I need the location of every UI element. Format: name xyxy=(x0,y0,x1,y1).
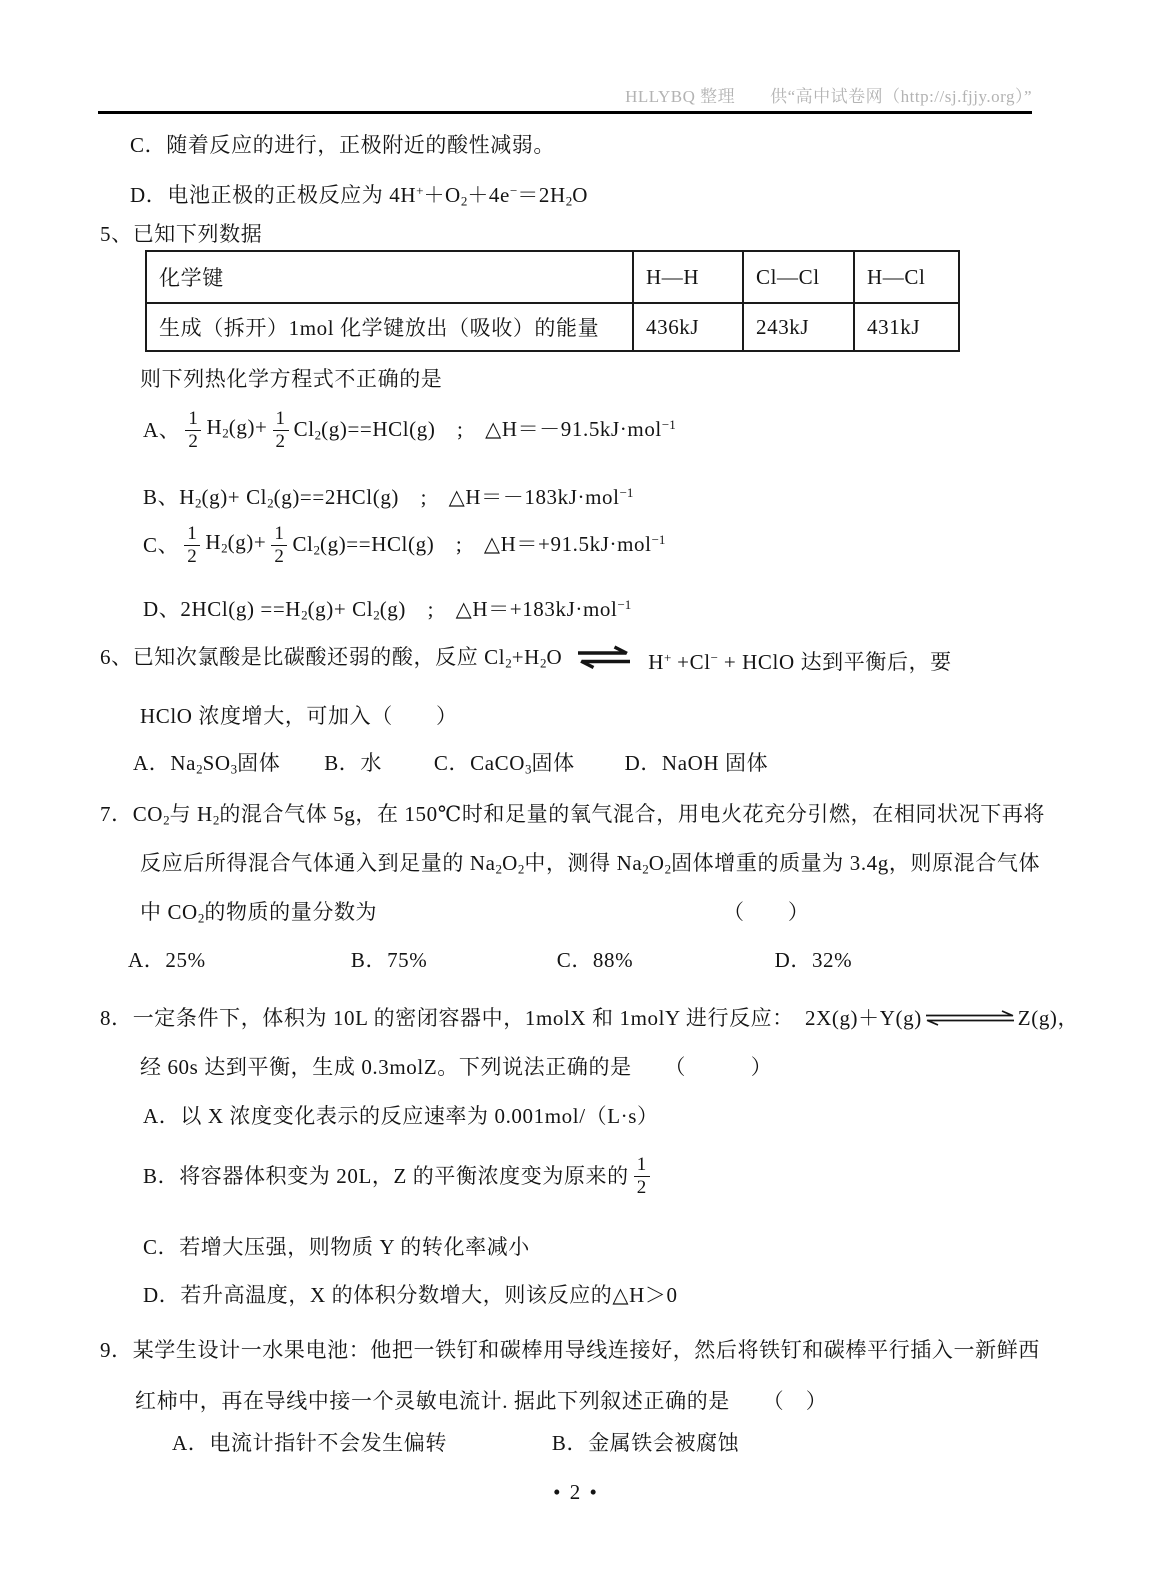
table-header-row xyxy=(146,251,959,303)
q9-option-b: B．金属铁会被腐蚀 xyxy=(551,1431,740,1455)
question-text: 8．一定条件下，体积为 10L 的密闭容器中，1molX 和 1molY 进行反应： 2X(g)＋Y(g) xyxy=(100,1006,922,1030)
q8-option-c: C．若增大压强，则物质 Y 的转化率减小 xyxy=(143,1235,530,1259)
fraction-numerator: 1 xyxy=(185,409,201,431)
q7-line3 xyxy=(140,897,809,933)
q6-option-b: B．水 xyxy=(324,751,383,775)
q8-line2: 经 60s 达到平衡，生成 0.3molZ。下列说法正确的是 （ ） xyxy=(140,1055,773,1079)
q9-option-a: A．电流计指针不会发生偏转 xyxy=(172,1431,447,1455)
table-cell-hh-value: 436kJ xyxy=(633,303,743,351)
equation-part: $H_2(g)+$ xyxy=(205,529,267,556)
q6-options xyxy=(133,748,768,784)
fraction-numerator: 1 xyxy=(634,1155,650,1177)
q7-line1: 7．$CO_2$与 $H_2$的混合气体 5g，在 150℃时和足量的氧气混合，用电火花充分引燃，在相同状况下再将 xyxy=(100,802,1046,828)
q5-prompt: 则下列热化学方程式不正确的是 xyxy=(140,367,443,391)
q7-option-b: B．75% xyxy=(350,948,428,972)
q8-option-b xyxy=(143,1145,655,1207)
watermark: HLLYBQ 整理 供“高中试卷网（http://sj.fjjy.org）” xyxy=(625,87,1032,106)
fraction-one-half xyxy=(185,409,201,452)
q5-option-c xyxy=(143,512,665,578)
q9-options xyxy=(172,1428,739,1458)
option-label: A、 xyxy=(143,418,181,442)
header-rule xyxy=(98,111,1032,114)
table-cell-energy-label: 生成（拆开）1mol 化学键放出（吸收）的能量 xyxy=(146,303,633,351)
q7-option-d: D．32% xyxy=(774,948,853,972)
question-text: 6、已知次氯酸是比碳酸还弱的酸，反应 $Cl_2+H_2O$ xyxy=(100,644,563,671)
q8-line1 xyxy=(100,1000,1079,1036)
fraction-denominator: 2 xyxy=(636,1176,647,1198)
fraction-one-half xyxy=(184,524,200,567)
table-cell-clcl-value: 243kJ xyxy=(743,303,854,351)
table-cell-hcl: H—Cl xyxy=(854,251,959,303)
table-cell-hcl-value: 431kJ xyxy=(854,303,959,351)
equation-part: $Cl_2(g)==HCl(g)$ ; △H＝+91.5kJ·mol$^{-1}$ xyxy=(292,531,666,558)
q5-stem: 5、已知下列数据 xyxy=(100,222,263,246)
fraction-denominator: 2 xyxy=(188,430,199,452)
q6-option-d: D．NaOH 固体 xyxy=(624,751,769,775)
q5-option-d: D、$2HCl(g) ==H_2(g)+ Cl_2(g)$ ; △H＝+183kJ·mol$^{-1}$ xyxy=(143,597,632,623)
fraction-denominator: 2 xyxy=(274,545,285,567)
fraction-one-half xyxy=(271,524,287,567)
q4-option-c: C．随着反应的进行，正极附近的酸性减弱。 xyxy=(130,133,556,157)
table-value-row xyxy=(146,303,959,351)
table-cell-bond-label: 化学键 xyxy=(146,251,633,303)
q6-option-a: A．$Na_2SO_3$固体 xyxy=(133,751,281,777)
q7-option-a: A．25% xyxy=(128,948,206,972)
q6-option-c: C．CaCO$_3$固体 xyxy=(433,751,575,777)
page-number: • 2 • xyxy=(553,1480,599,1504)
fraction-one-half xyxy=(273,409,289,452)
q7-options xyxy=(128,945,852,975)
equilibrium-arrows-icon xyxy=(574,645,632,669)
q8-option-a: A．以 X 浓度变化表示的反应速率为 0.001mol/（L·s） xyxy=(143,1104,659,1128)
equation-part: $H_2(g)+$ xyxy=(206,414,268,441)
equilibrium-arrows-icon xyxy=(924,1010,1016,1026)
q4-option-d: D．电池正极的正极反应为 $4H^++O_2+4e^-=2H_2O$ xyxy=(130,183,589,209)
bond-energy-table xyxy=(145,250,960,352)
option-text: B．将容器体积变为 20L，Z 的平衡浓度变为原来的 xyxy=(143,1164,629,1188)
table-cell-hh: H—H xyxy=(633,251,743,303)
q7-line2: 反应后所得混合气体通入到足量的 $Na_2O_2$中，测得 $Na_2O_2$固体增重的质量为 3.4g，则原混合气体 xyxy=(140,851,1041,877)
fraction-denominator: 2 xyxy=(275,430,286,452)
question-text: 中 $CO_2$的物质的量分数为 xyxy=(140,900,378,926)
equation-part: $Cl_2(g)==HCl(g)$ ; △H＝－91.5kJ·mol$^{-1}$ xyxy=(293,416,676,443)
fraction-numerator: 1 xyxy=(273,409,289,431)
q6-line2: HClO 浓度增大，可加入（ ） xyxy=(140,704,458,728)
fraction-denominator: 2 xyxy=(187,545,198,567)
q6-line1 xyxy=(100,641,952,679)
option-label: C、 xyxy=(143,533,180,557)
answer-parens: （ ） xyxy=(723,900,810,924)
fraction-numerator: 1 xyxy=(184,524,200,546)
fraction-numerator: 1 xyxy=(271,524,287,546)
question-text: Z(g)， xyxy=(1017,1006,1080,1030)
q5-option-a xyxy=(143,397,676,463)
table-cell-clcl: Cl—Cl xyxy=(743,251,854,303)
q7-option-c: C．88% xyxy=(556,948,634,972)
q9-line1: 9．某学生设计一水果电池：他把一铁钉和碳棒用导线连接好，然后将铁钉和碳棒平行插入一新鲜西 xyxy=(100,1338,1040,1362)
q8-option-d: D．若升高温度，X 的体积分数增大，则该反应的△H＞0 xyxy=(143,1283,678,1307)
question-text: H+ +Cl− + HClO 达到平衡后，要 xyxy=(648,649,952,675)
fraction-one-half xyxy=(634,1155,650,1198)
q9-line2: 红柿中，再在导线中接一个灵敏电流计. 据此下列叙述正确的是 （ ） xyxy=(135,1389,828,1413)
q5-option-b: B、$H_2(g)+ Cl_2(g)==2HCl(g)$ ; △H＝－183kJ·mol$^{-1}$ xyxy=(143,485,634,511)
